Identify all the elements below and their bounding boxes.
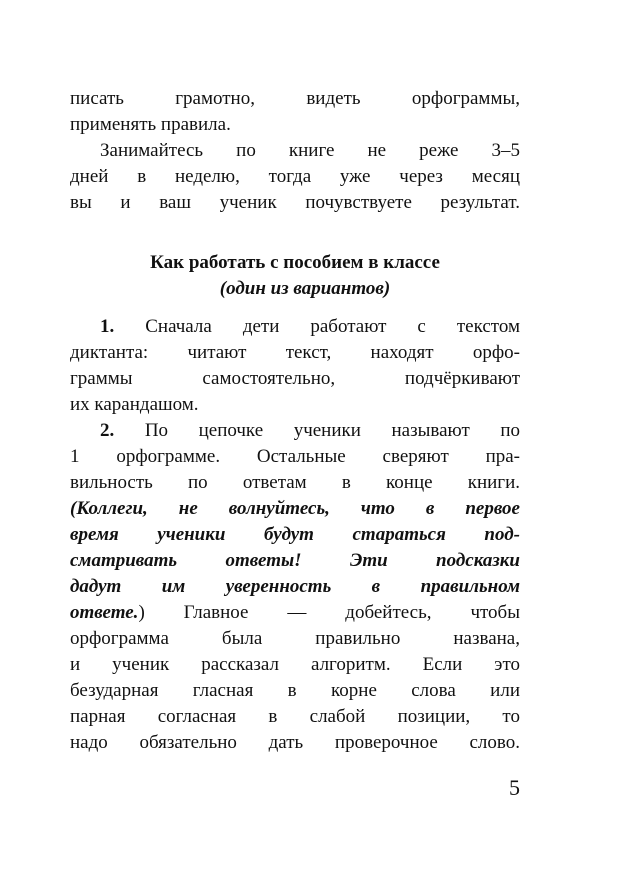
emphasis-span: ответе.: [70, 602, 139, 623]
text-line: дней в неделю, тогда уже через месяц: [70, 166, 520, 187]
emphasis-line: дадут им уверенность в правильном: [70, 576, 520, 597]
text-line: писать грамотно, видеть орфограммы,: [70, 88, 520, 109]
section-subtitle: (один из вариантов): [219, 278, 391, 299]
emphasis-line: (Коллеги, не волнуйтесь, что в первое: [70, 498, 520, 519]
text-line: применять правила.: [70, 114, 231, 135]
text-line: Занимайтесь по книге не реже 3–5: [100, 140, 520, 161]
text-line: орфограмма была правильно названа,: [70, 628, 520, 649]
text-line: 1 орфограмме. Остальные сверяют пра-: [70, 446, 520, 467]
text-line: парная согласная в слабой позиции, то: [70, 706, 520, 727]
text-line: и ученик рассказал алгоритм. Если это: [70, 654, 520, 675]
emphasis-line: время ученики будут стараться под-: [70, 524, 520, 545]
page-number: 5: [509, 775, 520, 800]
text-line: их карандашом.: [70, 394, 199, 415]
item-number: 2.: [100, 420, 115, 441]
text-line: [100, 418, 520, 444]
emphasis-line: сматривать ответы! Эти подсказки: [70, 550, 520, 571]
text-line: надо обязательно дать проверочное слово.: [70, 732, 520, 753]
text-line: диктанта: читают текст, находят орфо-: [70, 342, 520, 363]
text-span: ) Главное — добейтесь, чтобы: [138, 602, 520, 623]
item-number: 1.: [100, 316, 115, 337]
text-span: По цепочке ученики называют по: [114, 420, 520, 441]
section-title: Как работать с пособием в классе: [150, 252, 440, 273]
text-line: вы и ваш ученик почувствуете результат.: [70, 192, 520, 213]
text-line: вильность по ответам в конце книги.: [70, 472, 520, 493]
text-line: граммы самостоятельно, подчёркивают: [70, 368, 520, 389]
text-span: Сначала дети работают с текстом: [114, 316, 520, 337]
text-line: [100, 314, 520, 340]
text-line: [70, 600, 520, 626]
text-line: безударная гласная в корне слова или: [70, 680, 520, 701]
